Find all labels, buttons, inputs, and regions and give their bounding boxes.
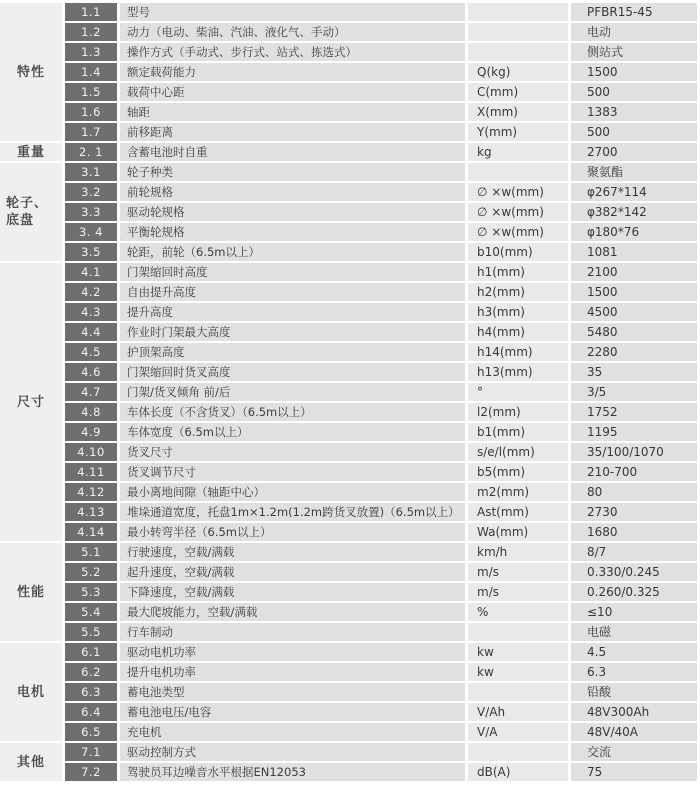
spec-description: 驱动控制方式 [120,743,465,761]
spec-value: 35/100/1070 [571,443,697,461]
spec-unit [468,683,568,701]
row-number-badge: 6.3 [65,683,117,701]
spec-unit: % [468,603,568,621]
spec-unit: l2(mm) [468,403,568,421]
spec-description: 蓄电池电压/电容 [120,703,465,721]
spec-unit [468,43,568,61]
spec-description: 门架缩回时高度 [120,263,465,281]
spec-description: 起升速度，空载/满载 [120,563,465,581]
table-row [62,543,700,561]
spec-unit: ∅ ×w(mm) [468,203,568,221]
spec-unit: V/Ah [468,703,568,721]
row-number-badge: 4.1 [65,263,117,281]
spec-value: 8/7 [571,543,697,561]
table-row [62,723,700,741]
category-label: 电机 [0,643,62,741]
spec-description: 行车制动 [120,623,465,641]
row-number-badge: 6.4 [65,703,117,721]
spec-description: 货叉尺寸 [120,443,465,461]
row-number-badge: 3. 4 [65,223,117,241]
row-number-badge: 6.5 [65,723,117,741]
table-section [0,543,700,643]
spec-value: 5480 [571,323,697,341]
spec-value: 电动 [571,23,697,41]
spec-unit [468,23,568,41]
table-row [62,663,700,681]
spec-value: 1500 [571,283,697,301]
spec-value: 2100 [571,263,697,281]
row-number-badge: 4.9 [65,423,117,441]
section-rows [62,163,700,263]
spec-value: 1500 [571,63,697,81]
table-section [0,263,700,543]
spec-unit: Wa(mm) [468,523,568,541]
spec-unit: m2(mm) [468,483,568,501]
row-number-badge: 1.5 [65,83,117,101]
spec-description: 前轮规格 [120,183,465,201]
row-number-badge: 1.4 [65,63,117,81]
spec-unit: kw [468,663,568,681]
row-number-badge: 5.2 [65,563,117,581]
table-row [62,383,700,401]
spec-unit: C(mm) [468,83,568,101]
spec-unit: Q(kg) [468,63,568,81]
spec-unit [468,623,568,641]
table-row [62,463,700,481]
row-number-badge: 4.3 [65,303,117,321]
table-row [62,263,700,281]
spec-description: 动力（电动、柴油、汽油、液化气、手动） [120,23,465,41]
table-row [62,423,700,441]
spec-value: 2730 [571,503,697,521]
row-number-badge: 4.13 [65,503,117,521]
spec-value: 35 [571,363,697,381]
spec-value: 0.260/0.325 [571,583,697,601]
table-row [62,223,700,241]
spec-value: 48V/40A [571,723,697,741]
spec-unit: h13(mm) [468,363,568,381]
table-row [62,323,700,341]
row-number-badge: 3.1 [65,163,117,181]
table-row [62,643,700,661]
table-row [62,203,700,221]
spec-unit [468,3,568,21]
row-number-badge: 1.2 [65,23,117,41]
spec-unit: h4(mm) [468,323,568,341]
row-number-badge: 7.1 [65,743,117,761]
table-row [62,683,700,701]
spec-unit: ° [468,383,568,401]
table-row [62,703,700,721]
table-row [62,503,700,521]
spec-description: 门架/货叉倾角 前/后 [120,383,465,401]
spec-value: 1081 [571,243,697,261]
row-number-badge: 1.3 [65,43,117,61]
table-row [62,63,700,81]
spec-value: 1680 [571,523,697,541]
spec-description: 平衡轮规格 [120,223,465,241]
table-row [62,623,700,641]
spec-unit: km/h [468,543,568,561]
category-label: 轮子、底盘 [0,163,62,261]
table-row [62,583,700,601]
spec-description: 型号 [120,3,465,21]
section-rows [62,3,700,143]
row-number-badge: 4.7 [65,383,117,401]
spec-description: 轮距，前轮（6.5m以上） [120,243,465,261]
table-row [62,183,700,201]
spec-value: 3/5 [571,383,697,401]
row-number-badge: 3.5 [65,243,117,261]
spec-description: 自由提升高度 [120,283,465,301]
table-row [62,3,700,21]
spec-unit: b10(mm) [468,243,568,261]
spec-unit: s/e/l(mm) [468,443,568,461]
spec-value: 4.5 [571,643,697,661]
table-section [0,743,700,783]
spec-unit: m/s [468,563,568,581]
spec-description: 护顶架高度 [120,343,465,361]
table-row [62,523,700,541]
row-number-badge: 4.11 [65,463,117,481]
table-row [62,143,700,161]
category-label: 特性 [0,3,62,141]
spec-unit: m/s [468,583,568,601]
spec-unit: kg [468,143,568,161]
spec-value: 500 [571,123,697,141]
table-section [0,163,700,263]
spec-value: 80 [571,483,697,501]
table-section [0,143,700,163]
table-row [62,283,700,301]
spec-value: φ267*114 [571,183,697,201]
category-label: 重量 [0,143,62,161]
spec-description: 驱动电机功率 [120,643,465,661]
spec-unit: ∅ ×w(mm) [468,183,568,201]
spec-value: 75 [571,763,697,781]
row-number-badge: 5.4 [65,603,117,621]
spec-unit: h3(mm) [468,303,568,321]
table-row [62,763,700,781]
spec-description: 车体宽度（6.5m以上） [120,423,465,441]
section-rows [62,143,700,163]
spec-description: 额定载荷能力 [120,63,465,81]
table-section [0,643,700,743]
spec-description: 作业时门架最大高度 [120,323,465,341]
spec-description: 最小转弯半径（6.5m以上） [120,523,465,541]
spec-unit: V/A [468,723,568,741]
spec-value: φ382*142 [571,203,697,221]
spec-unit: ∅ ×w(mm) [468,223,568,241]
spec-description: 蓄电池类型 [120,683,465,701]
row-number-badge: 1.1 [65,3,117,21]
row-number-badge: 4.10 [65,443,117,461]
spec-value: 铅酸 [571,683,697,701]
spec-value: PFBR15-45 [571,3,697,21]
section-rows [62,263,700,543]
table-row [62,83,700,101]
table-row [62,243,700,261]
table-row [62,363,700,381]
spec-unit: Ast(mm) [468,503,568,521]
row-number-badge: 3.3 [65,203,117,221]
spec-description: 下降速度，空载/满载 [120,583,465,601]
table-row [62,603,700,621]
spec-unit: h1(mm) [468,263,568,281]
category-label: 其他 [0,743,62,781]
row-number-badge: 7.2 [65,763,117,781]
table-row [62,403,700,421]
category-label: 性能 [0,543,62,641]
spec-value: 48V300Ah [571,703,697,721]
spec-value: ≤10 [571,603,697,621]
spec-unit: kw [468,643,568,661]
spec-value: 4500 [571,303,697,321]
spec-description: 货叉调节尺寸 [120,463,465,481]
table-row [62,303,700,321]
spec-value: 电磁 [571,623,697,641]
row-number-badge: 4.6 [65,363,117,381]
table-row [62,563,700,581]
spec-value: 侧站式 [571,43,697,61]
row-number-badge: 6.2 [65,663,117,681]
spec-description: 载荷中心距 [120,83,465,101]
spec-description: 最大爬坡能力，空载/满载 [120,603,465,621]
section-rows [62,743,700,783]
spec-value: 1383 [571,103,697,121]
spec-description: 门架缩回时货叉高度 [120,363,465,381]
spec-description: 驱动轮规格 [120,203,465,221]
table-row [62,743,700,761]
table-row [62,443,700,461]
spec-description: 操作方式（手动式、步行式、站式、拣选式） [120,43,465,61]
row-number-badge: 4.8 [65,403,117,421]
table-row [62,163,700,181]
spec-description: 驾驶员耳边噪音水平根据EN12053 [120,763,465,781]
spec-value: 0.330/0.245 [571,563,697,581]
table-section [0,3,700,143]
spec-unit: X(mm) [468,103,568,121]
spec-value: 210-700 [571,463,697,481]
table-row [62,483,700,501]
row-number-badge: 4.12 [65,483,117,501]
spec-description: 轮子种类 [120,163,465,181]
table-row [62,343,700,361]
spec-description: 车体长度（不含货叉）（6.5m以上） [120,403,465,421]
category-label: 尺寸 [0,263,62,541]
spec-unit: b1(mm) [468,423,568,441]
spec-unit [468,743,568,761]
row-number-badge: 4.2 [65,283,117,301]
spec-value: 1195 [571,423,697,441]
table-row [62,43,700,61]
spec-unit: Y(mm) [468,123,568,141]
spec-value: 500 [571,83,697,101]
spec-value: 2700 [571,143,697,161]
row-number-badge: 1.6 [65,103,117,121]
spec-description: 充电机 [120,723,465,741]
spec-unit [468,163,568,181]
spec-description: 含蓄电池时自重 [120,143,465,161]
spec-value: φ180*76 [571,223,697,241]
section-rows [62,543,700,643]
spec-value: 6.3 [571,663,697,681]
table-row [62,103,700,121]
spec-description: 轴距 [120,103,465,121]
spec-unit: b5(mm) [468,463,568,481]
spec-description: 提升电机功率 [120,663,465,681]
table-row [62,123,700,141]
row-number-badge: 4.14 [65,523,117,541]
section-rows [62,643,700,743]
spec-unit: dB(A) [468,763,568,781]
spec-unit: h2(mm) [468,283,568,301]
spec-value: 1752 [571,403,697,421]
row-number-badge: 1.7 [65,123,117,141]
spec-unit: h14(mm) [468,343,568,361]
table-row [62,23,700,41]
row-number-badge: 4.4 [65,323,117,341]
spec-value: 聚氨酯 [571,163,697,181]
spec-description: 堆垛通道宽度，托盘1m×1.2m(1.2m跨货叉放置)（6.5m以上） [120,503,465,521]
row-number-badge: 4.5 [65,343,117,361]
spec-description: 行驶速度，空载/满载 [120,543,465,561]
row-number-badge: 6.1 [65,643,117,661]
spec-description: 提升高度 [120,303,465,321]
row-number-badge: 5.3 [65,583,117,601]
spec-value: 2280 [571,343,697,361]
row-number-badge: 5.1 [65,543,117,561]
spec-description: 前移距离 [120,123,465,141]
row-number-badge: 5.5 [65,623,117,641]
spec-description: 最小离地间隙（轴距中心） [120,483,465,501]
row-number-badge: 3.2 [65,183,117,201]
spec-value: 交流 [571,743,697,761]
row-number-badge: 2. 1 [65,143,117,161]
